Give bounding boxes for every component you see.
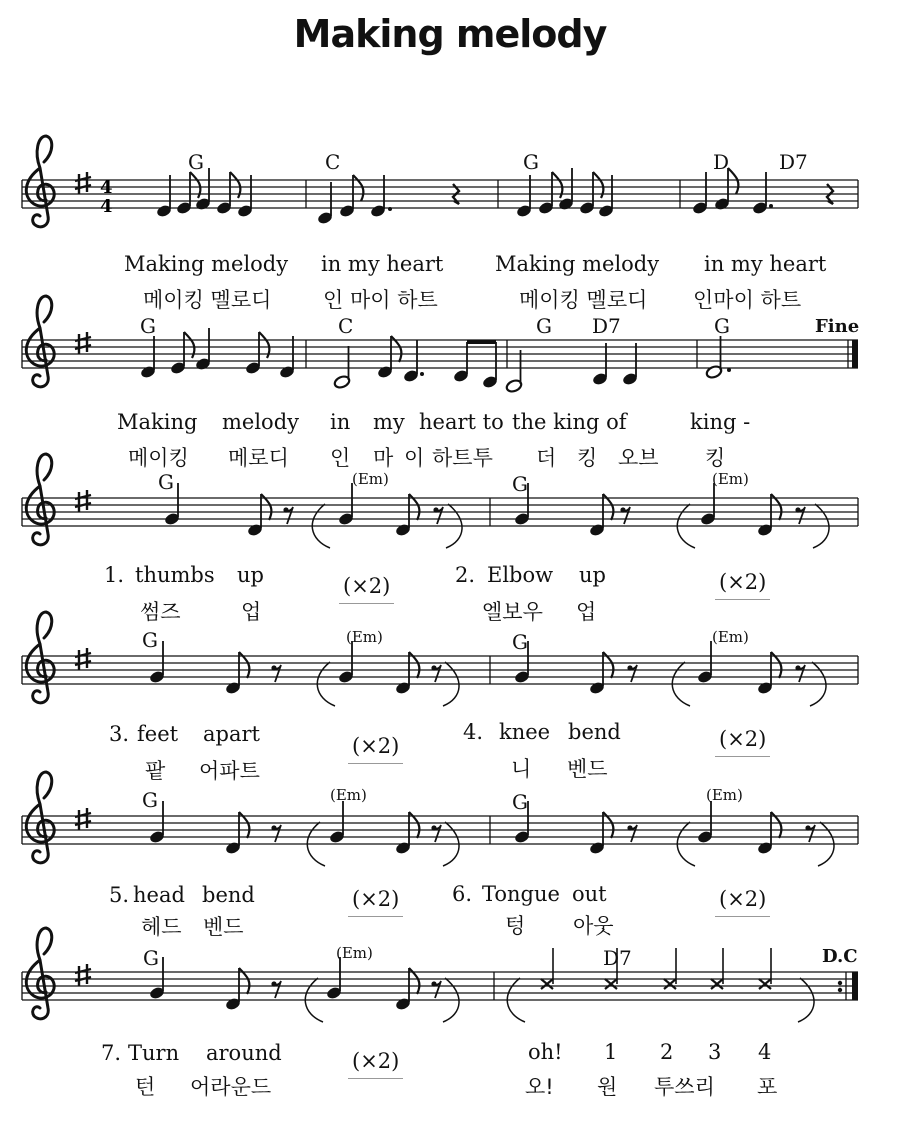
lyric-line: in my heart bbox=[321, 252, 444, 276]
verse-text: head bbox=[133, 883, 185, 907]
verse-korean: 어라운드 bbox=[190, 1075, 272, 1099]
verse-text: knee bbox=[499, 720, 551, 744]
chord-label: G bbox=[142, 628, 158, 652]
chord-label: (Em) bbox=[330, 786, 367, 804]
chord-label: G bbox=[512, 790, 528, 814]
svg-text:4: 4 bbox=[100, 177, 113, 198]
ending-korean: 포 bbox=[757, 1075, 778, 1099]
chord-label: G bbox=[188, 150, 204, 174]
fine-marking: Fine bbox=[815, 316, 860, 337]
ending-korean: 오! bbox=[525, 1075, 554, 1099]
lyric-korean: 킹 bbox=[577, 446, 598, 470]
ending-korean: 투쓰리 bbox=[654, 1075, 715, 1099]
chord-label: (Em) bbox=[706, 786, 743, 804]
verse-korean: 텅 bbox=[505, 914, 526, 938]
chord-label: C bbox=[338, 314, 354, 338]
repeat-count: (×2) bbox=[352, 887, 400, 911]
verse-number: 3. bbox=[109, 722, 130, 746]
chord-label: G bbox=[512, 630, 528, 654]
lyric-line: my bbox=[373, 410, 405, 434]
lyric-line: heart to bbox=[419, 410, 504, 434]
verse-text: Turn bbox=[128, 1041, 180, 1065]
chord-label: D7 bbox=[592, 314, 621, 338]
verse-number: 4. bbox=[463, 720, 484, 744]
lyric-korean: 인 마이 하트 bbox=[323, 288, 438, 312]
verse-korean: 니 bbox=[511, 757, 532, 781]
verse-korean: 업 bbox=[576, 600, 597, 624]
verse-text: around bbox=[206, 1041, 282, 1065]
verse-number: 2. bbox=[455, 563, 476, 587]
verse-text: bend bbox=[202, 883, 255, 907]
ending-word: oh! bbox=[528, 1040, 563, 1064]
lyric-korean: 킹 bbox=[705, 446, 726, 470]
verse-korean: 헤드 bbox=[141, 915, 182, 939]
verse-text: Tongue bbox=[482, 882, 560, 906]
chord-label: (Em) bbox=[336, 944, 373, 962]
lyric-line: melody bbox=[222, 410, 300, 434]
verse-text: up bbox=[237, 563, 264, 587]
lyric-line: in my heart bbox=[704, 252, 827, 276]
ending-count: 3 bbox=[708, 1040, 722, 1064]
verse-korean: 턴 bbox=[135, 1075, 156, 1099]
song-title: Making melody bbox=[293, 12, 607, 56]
lyric-line: Making melody bbox=[124, 252, 289, 276]
chord-label: (Em) bbox=[712, 628, 749, 646]
verse-text: out bbox=[572, 882, 607, 906]
lyric-korean: 오브 bbox=[618, 446, 659, 470]
lyric-korean: 마 bbox=[373, 446, 394, 470]
verse-number: 1. bbox=[104, 563, 125, 587]
lyric-korean: 하트투 bbox=[432, 446, 493, 470]
verse-korean: 업 bbox=[241, 600, 262, 624]
ending-count: 2 bbox=[660, 1040, 674, 1064]
ending-count: 1 bbox=[604, 1040, 618, 1064]
chord-label: D bbox=[713, 150, 730, 174]
lyric-line: king - bbox=[690, 410, 751, 434]
lyric-korean: 메로디 bbox=[228, 446, 289, 470]
verse-text: feet bbox=[137, 722, 179, 746]
lyric-korean: 메이킹 멜로디 bbox=[519, 288, 648, 312]
chord-label: G bbox=[714, 314, 730, 338]
chord-label: (Em) bbox=[346, 628, 383, 646]
lyric-korean: 인마이 하트 bbox=[693, 288, 802, 312]
verse-korean: 썸즈 bbox=[140, 600, 181, 624]
chord-label: D7 bbox=[603, 946, 632, 970]
lyric-korean: 더 bbox=[536, 446, 557, 470]
chord-label: (Em) bbox=[712, 470, 749, 488]
chord-label: (Em) bbox=[352, 470, 389, 488]
lyric-line: Making bbox=[117, 410, 198, 434]
dc-marking: D.C bbox=[822, 946, 858, 967]
chord-label: D7 bbox=[779, 150, 808, 174]
ending-count: 4 bbox=[758, 1040, 772, 1064]
lyric-korean: 메이킹 bbox=[128, 446, 189, 470]
verse-text: up bbox=[579, 563, 606, 587]
verse-korean: 엘보우 bbox=[482, 600, 543, 624]
verse-text: Elbow bbox=[487, 563, 554, 587]
repeat-count: (×2) bbox=[719, 570, 767, 594]
repeat-count: (×2) bbox=[352, 1049, 400, 1073]
repeat-count: (×2) bbox=[719, 727, 767, 751]
chord-label: G bbox=[142, 788, 158, 812]
ending-korean: 원 bbox=[597, 1075, 618, 1099]
repeat-count: (×2) bbox=[343, 574, 391, 598]
verse-korean: 벤드 bbox=[567, 757, 608, 781]
verse-text: apart bbox=[203, 722, 260, 746]
verse-number: 5. bbox=[109, 883, 130, 907]
verse-text: bend bbox=[568, 720, 621, 744]
chord-label: G bbox=[143, 946, 159, 970]
chord-label: G bbox=[140, 314, 156, 338]
repeat-count: (×2) bbox=[352, 734, 400, 758]
chord-label: G bbox=[512, 472, 528, 496]
verse-korean: 팥 bbox=[145, 759, 166, 783]
verse-number: 7. bbox=[101, 1041, 122, 1065]
lyric-korean: 인 bbox=[330, 446, 351, 470]
lyric-korean: 이 bbox=[404, 446, 425, 470]
chord-label: G bbox=[536, 314, 552, 338]
lyric-line: the king of bbox=[512, 410, 627, 434]
lyric-line: in bbox=[330, 410, 351, 434]
repeat-count: (×2) bbox=[719, 887, 767, 911]
verse-korean: 벤드 bbox=[203, 915, 244, 939]
lyric-line: Making melody bbox=[495, 252, 660, 276]
lyric-korean: 메이킹 멜로디 bbox=[143, 288, 272, 312]
chord-label: G bbox=[523, 150, 539, 174]
verse-korean: 아웃 bbox=[573, 914, 614, 938]
svg-text:4: 4 bbox=[100, 196, 113, 217]
verse-text: thumbs bbox=[135, 563, 215, 587]
verse-number: 6. bbox=[452, 882, 473, 906]
verse-korean: 어파트 bbox=[199, 759, 260, 783]
chord-label: C bbox=[325, 150, 341, 174]
chord-label: G bbox=[158, 470, 174, 494]
